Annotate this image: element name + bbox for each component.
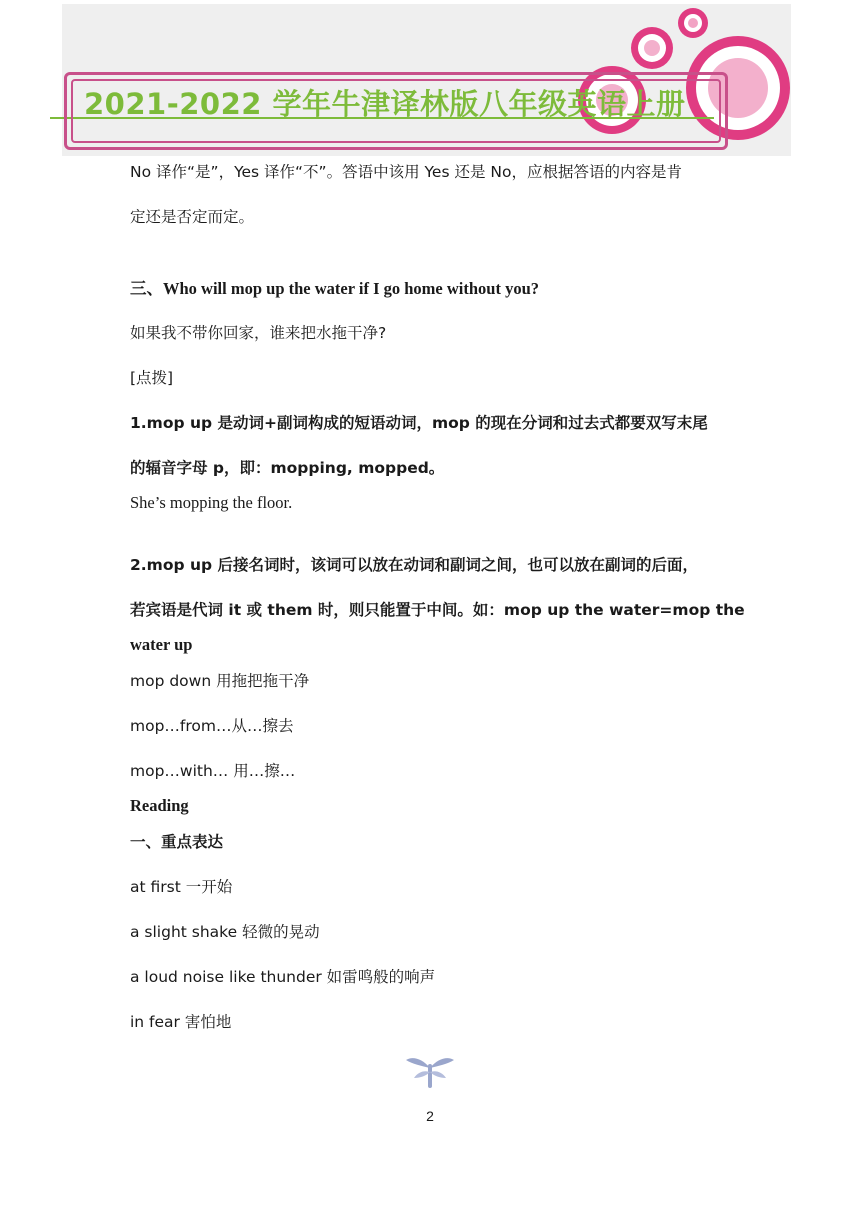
phrase-line: mop down 用拖把拖干净 [130,672,310,690]
note-point: 若宾语是代词 it 或 them 时，则只能置于中间。如：mop up the water=mop the [130,601,745,619]
phrase-line: a slight shake 轻微的晃动 [130,923,320,941]
document-title: 2021-2022 学年牛津译林版八年级英语上册 [84,87,686,121]
section-heading: 一、重点表达 [130,833,224,851]
text-line: No 译作“是”，Yes 译作“不”。答语中该用 Yes 还是 No，应根据答语的内容是肯 [130,163,682,181]
example-sentence: She’s mopping the floor. [130,493,293,512]
note-point: 1.mop up 是动词+副词构成的短语动词，mop 的现在分词和过去式都要双写末尾 [130,414,708,432]
page-number: 2 [426,1108,434,1124]
note-point: 2.mop up 后接名词时，该词可以放在动词和副词之间，也可以放在副词的后面， [130,556,698,574]
note-point: 的辐音字母 p，即：mopping, mopped。 [130,459,445,477]
phrase-line: a loud noise like thunder 如雷鸣般的响声 [130,968,436,986]
text-line: [点拨] [130,369,174,387]
phrase-line: at first 一开始 [130,878,233,896]
phrase-line: in fear 害怕地 [130,1013,232,1031]
text-line: 如果我不带你回家，谁来把水拖干净? [130,324,387,342]
phrase-line: mop…from…从…擦去 [130,717,294,735]
section-heading: Reading [130,796,189,815]
phrase-line: mop…with… 用…擦… [130,762,296,780]
section-heading: 三、Who will mop up the water if I go home without you? [130,279,540,298]
text-line: 定还是否定而定。 [130,208,255,226]
plant-ornament-icon [404,1048,456,1088]
note-point: water up [130,635,193,654]
